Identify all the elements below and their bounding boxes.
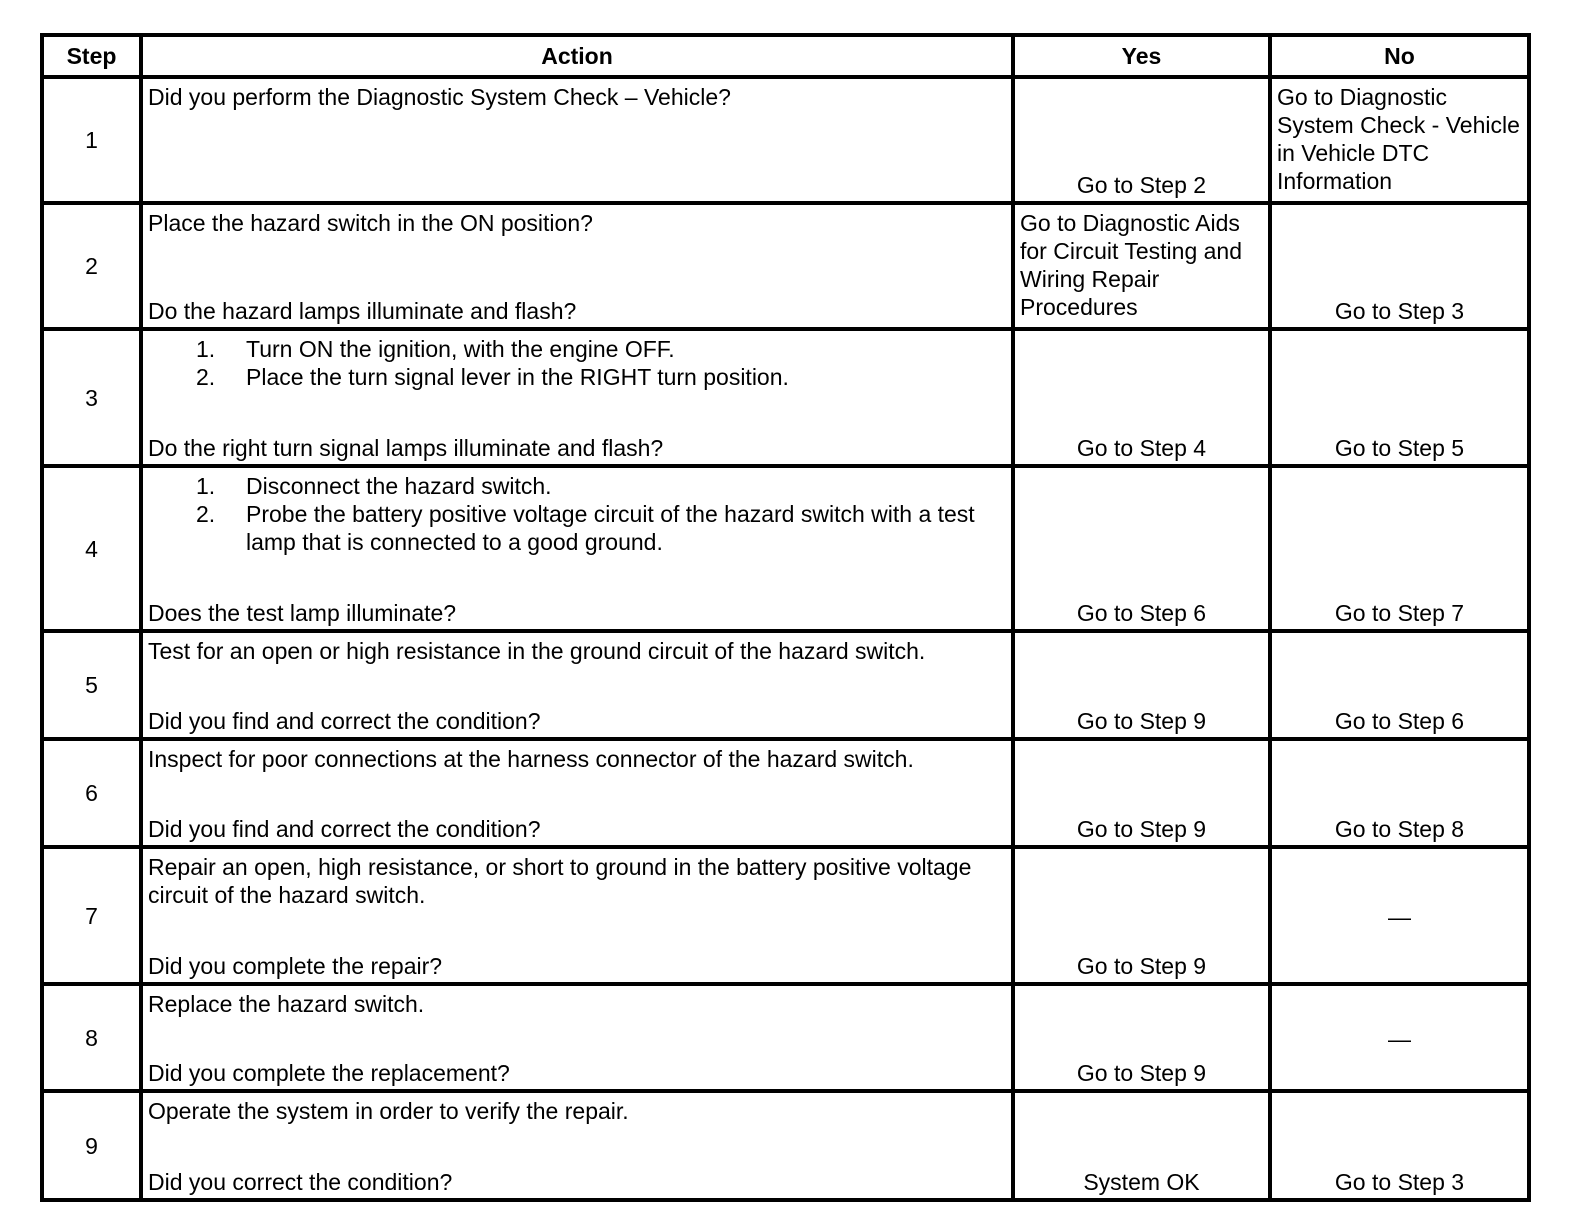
header-no: No xyxy=(1270,35,1529,77)
yes-result: Go to Diagnostic Aids for Circuit Testing and Wiring Repair Procedures xyxy=(1013,203,1270,329)
action-cell xyxy=(141,847,1013,984)
action-instructions xyxy=(148,209,1006,237)
action-instructions xyxy=(148,1097,1006,1125)
action-intro: Inspect for poor connections at the harness connector of the hazard switch. xyxy=(148,746,914,772)
action-question: Do the right turn signal lamps illuminate and flash? xyxy=(148,435,664,461)
yes-result: Go to Step 9 xyxy=(1013,984,1270,1091)
header-action: Action xyxy=(141,35,1013,77)
no-result: Go to Step 3 xyxy=(1270,203,1529,329)
action-cell xyxy=(141,329,1013,466)
action-cell xyxy=(141,1091,1013,1200)
step-number: 6 xyxy=(42,739,141,847)
action-step-item xyxy=(196,472,1006,500)
action-question: Did you correct the condition? xyxy=(148,1169,453,1195)
no-result: Go to Step 3 xyxy=(1270,1091,1529,1200)
table-row xyxy=(42,203,1529,329)
no-result: — xyxy=(1270,984,1529,1091)
table-row xyxy=(42,1091,1529,1200)
step-number: 5 xyxy=(42,631,141,739)
header-row xyxy=(42,35,1529,77)
action-step-number: 2. xyxy=(196,501,216,527)
action-instructions xyxy=(148,335,1006,391)
action-step-item xyxy=(196,335,1006,363)
action-step-text: Turn ON the ignition, with the engine OFF. xyxy=(246,336,675,362)
step-number: 2 xyxy=(42,203,141,329)
action-instructions xyxy=(148,472,1006,556)
step-number: 4 xyxy=(42,466,141,631)
action-instructions xyxy=(148,745,1006,773)
action-cell xyxy=(141,203,1013,329)
action-instructions xyxy=(148,637,1006,665)
action-question: Did you find and correct the condition? xyxy=(148,816,541,842)
step-number: 9 xyxy=(42,1091,141,1200)
action-intro: Test for an open or high resistance in the ground circuit of the hazard switch. xyxy=(148,638,926,664)
step-number: 8 xyxy=(42,984,141,1091)
action-cell xyxy=(141,466,1013,631)
action-intro: Repair an open, high resistance, or short to ground in the battery positive voltage circuit of the hazard switch. xyxy=(148,854,972,908)
action-step-item xyxy=(196,363,1006,391)
step-number: 1 xyxy=(42,77,141,203)
yes-result: Go to Step 9 xyxy=(1013,631,1270,739)
diagnostic-table xyxy=(40,33,1531,1202)
action-cell xyxy=(141,739,1013,847)
no-result: — xyxy=(1270,847,1529,984)
action-question: Does the test lamp illuminate? xyxy=(148,600,457,626)
table-row xyxy=(42,847,1529,984)
action-instructions xyxy=(148,990,1006,1018)
action-step-list xyxy=(148,472,1006,556)
action-instructions xyxy=(148,853,1006,909)
header-yes: Yes xyxy=(1013,35,1270,77)
action-intro: Operate the system in order to verify the repair. xyxy=(148,1098,629,1124)
action-question: Did you find and correct the condition? xyxy=(148,708,541,734)
action-step-list xyxy=(148,335,1006,391)
yes-result: Go to Step 2 xyxy=(1013,77,1270,203)
yes-result: Go to Step 4 xyxy=(1013,329,1270,466)
no-result: Go to Step 5 xyxy=(1270,329,1529,466)
yes-result: Go to Step 6 xyxy=(1013,466,1270,631)
action-step-text: Disconnect the hazard switch. xyxy=(246,473,552,499)
action-step-number: 2. xyxy=(196,364,216,390)
action-question: Did you complete the replacement? xyxy=(148,1060,510,1086)
action-step-number: 1. xyxy=(196,473,216,499)
action-question: Do the hazard lamps illuminate and flash? xyxy=(148,298,577,324)
table-row xyxy=(42,984,1529,1091)
table-row xyxy=(42,631,1529,739)
action-cell xyxy=(141,631,1013,739)
yes-result: Go to Step 9 xyxy=(1013,847,1270,984)
action-intro: Place the hazard switch in the ON position? xyxy=(148,210,593,236)
action-step-text: Place the turn signal lever in the RIGHT turn position. xyxy=(246,364,789,390)
no-result: Go to Step 8 xyxy=(1270,739,1529,847)
action-step-number: 1. xyxy=(196,336,216,362)
action-intro: Did you perform the Diagnostic System Check – Vehicle? xyxy=(148,84,731,110)
action-cell xyxy=(141,77,1013,203)
no-result: Go to Step 6 xyxy=(1270,631,1529,739)
table-row xyxy=(42,466,1529,631)
yes-result: Go to Step 9 xyxy=(1013,739,1270,847)
action-step-text: Probe the battery positive voltage circuit of the hazard switch with a test lamp that is connected to a good ground. xyxy=(246,501,975,555)
action-intro: Replace the hazard switch. xyxy=(148,991,425,1017)
action-cell xyxy=(141,984,1013,1091)
yes-result: System OK xyxy=(1013,1091,1270,1200)
action-instructions xyxy=(148,83,1006,111)
table-row xyxy=(42,329,1529,466)
table-row xyxy=(42,77,1529,203)
step-number: 3 xyxy=(42,329,141,466)
action-step-item xyxy=(196,500,1006,556)
action-question: Did you complete the repair? xyxy=(148,953,443,979)
no-result: Go to Diagnostic System Check - Vehicle in Vehicle DTC Information xyxy=(1270,77,1529,203)
no-result: Go to Step 7 xyxy=(1270,466,1529,631)
table-row xyxy=(42,739,1529,847)
header-step: Step xyxy=(42,35,141,77)
step-number: 7 xyxy=(42,847,141,984)
